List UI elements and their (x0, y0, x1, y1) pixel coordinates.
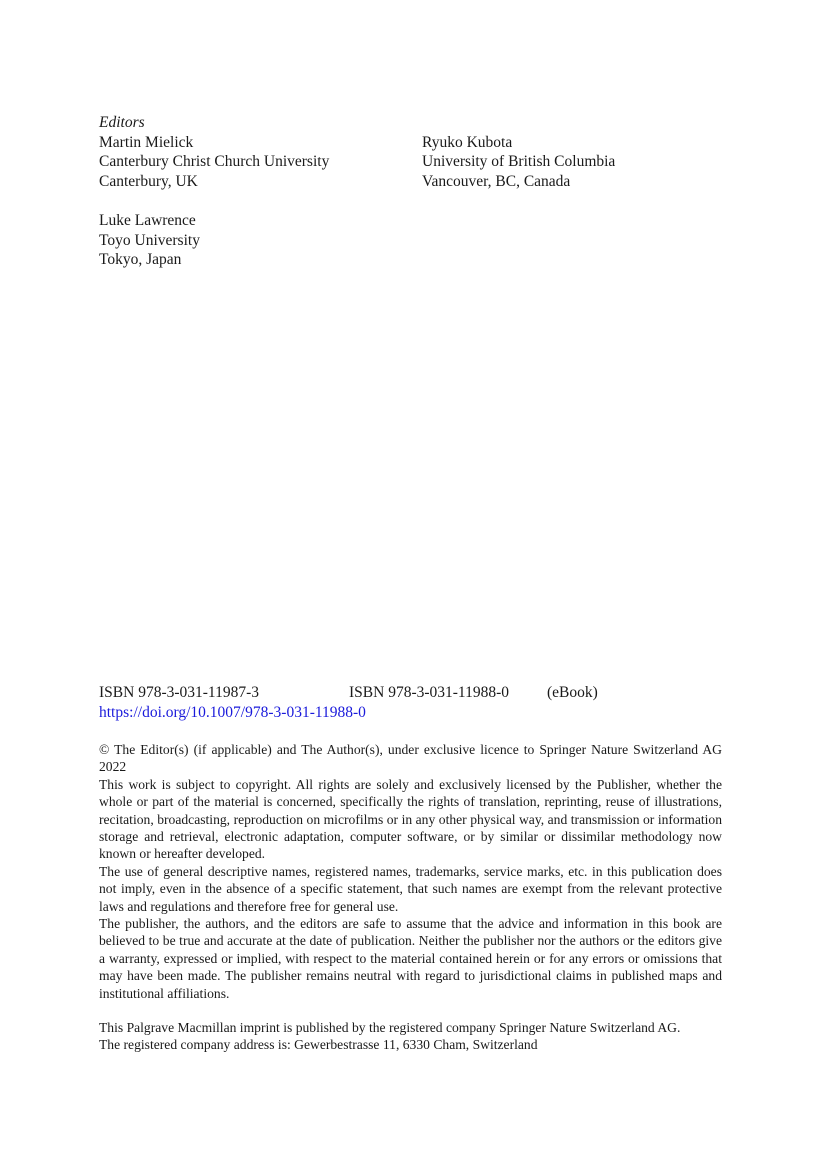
isbn-section (99, 683, 739, 723)
disclaimer-paragraph: The publisher, the authors, and the editors are safe to assume that the advice and information in this book are believed to be true and accurate at the date of publication. Neither the publisher nor the authors or the editors give a warranty, expressed or implied, with respect to the material contained herein or for any errors or omissions that may have been made. The publisher remains neutral with regard to jurisdictional claims in published maps and institutional affiliations. (99, 916, 722, 1001)
editor-entry (422, 133, 742, 192)
imprint-publisher: This Palgrave Macmillan imprint is published by the registered company Springer Nature Switzerland AG. (99, 1020, 681, 1035)
imprint-address: The registered company address is: Gewerbestrasse 11, 6330 Cham, Switzerland (99, 1037, 538, 1053)
editor-location: Canterbury, UK (99, 172, 198, 190)
editor-affiliation: Toyo University (99, 231, 200, 249)
editor-affiliation: University of British Columbia (422, 153, 616, 171)
isbn-ebook: ISBN 978-3-031-11988-0 (349, 684, 510, 701)
copyright-paragraph: © The Editor(s) (if applicable) and The Author(s), under exclusive licence to Springer Nature Switzerland AG 2022 (99, 742, 722, 775)
trademark-paragraph: The use of general descriptive names, registered names, trademarks, service marks, etc. in this publication does not imply, even in the absence of a specific statement, that such names are exempt from the relevant protective laws and regulations and therefore free for general use. (99, 863, 722, 914)
legal-notice (99, 741, 722, 1002)
editor-location: Tokyo, Japan (99, 251, 182, 269)
editor-location: Vancouver, BC, Canada (422, 172, 571, 190)
doi-link[interactable]: https://doi.org/10.1007/978-3-031-11988-0 (99, 704, 366, 721)
editors-label: Editors (99, 114, 145, 131)
isbn-row (99, 683, 739, 703)
editor-entry (99, 211, 419, 270)
editor-name: Martin Mielick (99, 133, 194, 151)
editor-entry (99, 133, 419, 192)
isbn-print: ISBN 978-3-031-11987-3 (99, 684, 260, 701)
isbn-ebook-label: (eBook) (547, 684, 598, 701)
editor-name: Ryuko Kubota (422, 133, 513, 151)
editor-affiliation: Canterbury Christ Church University (99, 153, 330, 171)
copyright-terms-paragraph: This work is subject to copyright. All rights are solely and exclusively licensed by the Publisher, whether the whole or part of the material is concerned, specifically the rights of translation, reprinting, reuse of illustrations, recitation, broadcasting, reproduction on microfilms or in any other physical way, and transmission or information storage and retrieval, electronic adaptation, computer software, or by similar or dissimilar methodology now known or hereafter developed. (99, 776, 722, 862)
editor-name: Luke Lawrence (99, 212, 196, 229)
editors-section (99, 113, 616, 269)
imprint-section (99, 1019, 722, 1054)
